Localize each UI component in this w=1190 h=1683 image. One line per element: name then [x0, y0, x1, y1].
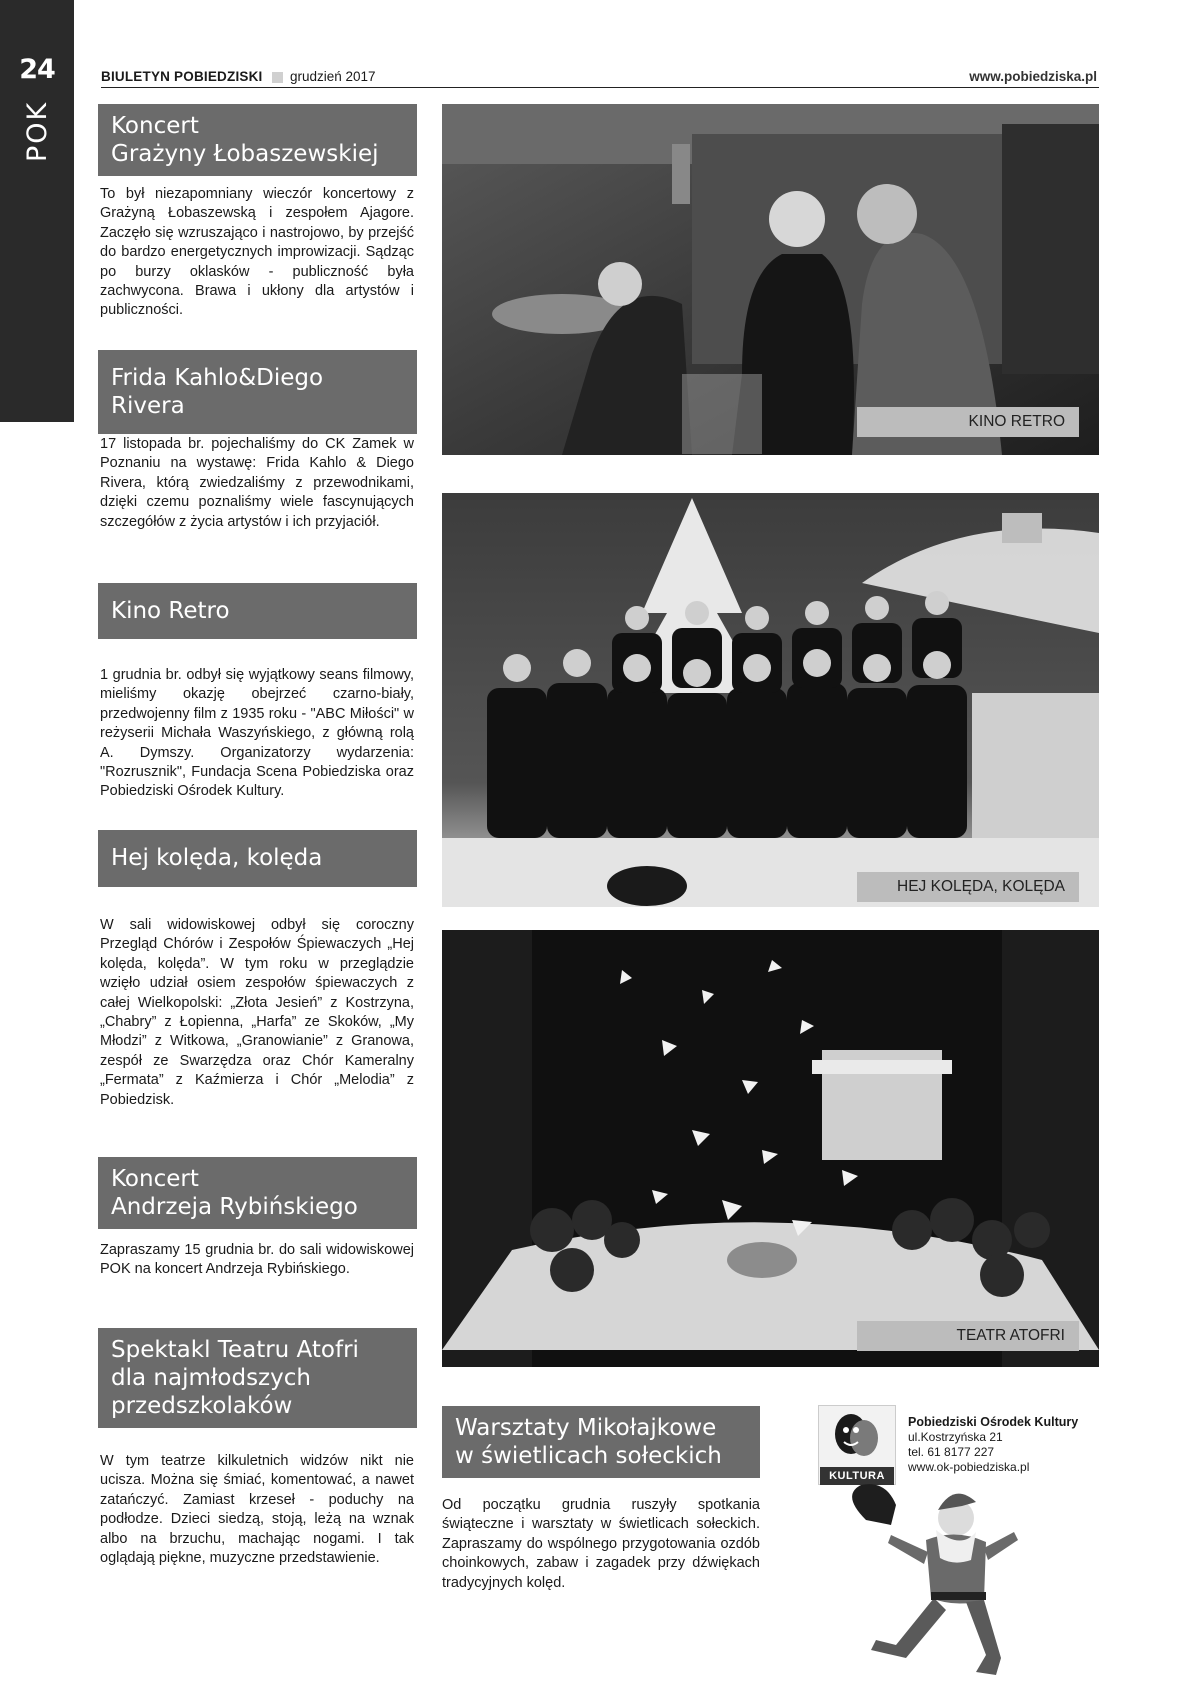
- photo-teatr-atofri: [442, 930, 1099, 1367]
- heading-line: Spektakl Teatru Atofri: [111, 1337, 359, 1363]
- article-heading: [98, 350, 417, 434]
- website: www.ok-pobiedziska.pl: [908, 1460, 1030, 1474]
- heading-line: Andrzeja Rybińskiego: [111, 1194, 358, 1220]
- article-heading: [98, 583, 417, 639]
- article-text: Zapraszamy 15 grudnia br. do sali widowiskowej POK na koncert Andrzeja Rybińskiego.: [100, 1242, 414, 1278]
- heading-line: Frida Kahlo&Diego Rivera: [111, 365, 324, 419]
- theatre-masks-icon: [819, 1406, 895, 1468]
- article-text: To był niezapomniany wieczór koncertowy z Grażyną Łobaszewską i zespołem Ajagore. Zaczęło się wzruszająco i nastrojowo, by przejść do bardzo energetycznych improwizacji. Sądząc po burzy oklasków - publiczność była zachwycona. Brawa i ukłony dla artystów i publiczności.: [100, 186, 414, 319]
- heading-line: Koncert: [111, 113, 199, 139]
- heading-line: Kino Retro: [111, 598, 230, 624]
- heading-line: Warsztaty Mikołajkowe: [455, 1415, 717, 1441]
- heading-line: Koncert: [111, 1166, 199, 1192]
- contact-block: [908, 1415, 1078, 1475]
- organization-name: Pobiedziski Ośrodek Kultury: [908, 1415, 1079, 1429]
- theatre-image: [442, 930, 1099, 1367]
- article-heading: [98, 1328, 417, 1428]
- page-number: 24: [19, 54, 55, 85]
- article-text: 1 grudnia br. odbył się wyjątkowy seans filmowy, mieliśmy okazję obejrzeć czarno-biały, przedwojenny film z 1935 roku - "ABC Miłości" w reżyserii Michała Waszyńskiego, z główną rolą A. Dymszy. Organizatorzy wydarzenia: "Rozrusznik", Fundacja Scena Pobiedziska oraz Pobiedziski Ośrodek Kultury.: [100, 667, 414, 800]
- article-heading: [442, 1406, 760, 1478]
- section-label: POK: [22, 100, 53, 162]
- article-text: W sali widowiskowej odbył się coroczny Przegląd Chórów i Zespołów Śpiewaczych „Hej kolęda, kolęda”. W tym roku w przeglądzie wzięło udział osiem zespołów śpiewaczych z całej Wielkopolski: „Złota Jesień” z Kostrzyna, „Chabry” z Łopienna, „Harfa” ze Skoków, „My Młodzi” z Witkowa, „Granowianie” z Granowa, zespół ze Swarzędza oraz Chór Kameralny „Fermata” z Kaźmierza i Chór „Melodia” z Pobiedzisk.: [100, 917, 414, 1108]
- logo-label: KULTURA: [820, 1467, 894, 1485]
- photo-hej-koleda: [442, 493, 1099, 907]
- phone: tel. 61 8177 227: [908, 1445, 995, 1459]
- heading-line: Hej kolęda, kolęda: [111, 845, 323, 871]
- heading-line: Grażyny Łobaszewskiej: [111, 141, 379, 167]
- article-heading: [98, 104, 417, 176]
- article-text: W tym teatrze kilkuletnich widzów nikt nie ucisza. Można się śmiać, komentować, a nawet zatańczyć. Zamiast krzeseł - poduchy na podłodze. Dzieci siedzą, stoją, leżą na wznak albo na brzuchu, machając nogami. I tak oglądają piękne, muzyczne przedstawienie.: [100, 1453, 414, 1567]
- issue-date: grudzień 2017: [290, 69, 376, 84]
- website-url: www.pobiedziska.pl: [969, 69, 1097, 84]
- article-heading: [98, 830, 417, 887]
- publication-title: BIULETYN POBIEDZISKI: [101, 69, 263, 84]
- heading-line: przedszkolaków: [111, 1393, 293, 1419]
- santa-illustration: [836, 1480, 1026, 1683]
- article-heading: [98, 1157, 417, 1229]
- article-text: Od początku grudnia ruszyły spotkania świąteczne i warsztaty w świetlicach sołeckich. Zapraszamy do wspólnego przygotowania ozdób choinkowych, zabaw i zagadek przy dźwiękach tradycyjnych kolęd.: [442, 1497, 760, 1591]
- heading-line: w świetlicach sołeckich: [455, 1443, 722, 1469]
- photo-kino-retro: [442, 104, 1099, 455]
- article-text: 17 listopada br. pojechaliśmy do CK Zamek w Poznaniu na wystawę: Frida Kahlo & Diego Rivera, którą zwiedzaliśmy z przewodnikami, dzięki czemu poznaliśmy wiele fascynujących szczegółów z życia artystów i ich przyjaciół.: [100, 436, 414, 530]
- photo-caption: TEATR ATOFRI: [857, 1321, 1079, 1351]
- header-separator: [272, 72, 283, 83]
- photo-caption: KINO RETRO: [857, 407, 1079, 437]
- running-santa-icon: [836, 1480, 1026, 1680]
- page-header: [101, 66, 1099, 88]
- photo-caption: HEJ KOLĘDA, KOLĘDA: [857, 872, 1079, 902]
- choir-image: [442, 493, 1099, 907]
- address: ul.Kostrzyńska 21: [908, 1430, 1003, 1444]
- heading-line: dla najmłodszych: [111, 1365, 311, 1391]
- film-still-image: [442, 104, 1099, 455]
